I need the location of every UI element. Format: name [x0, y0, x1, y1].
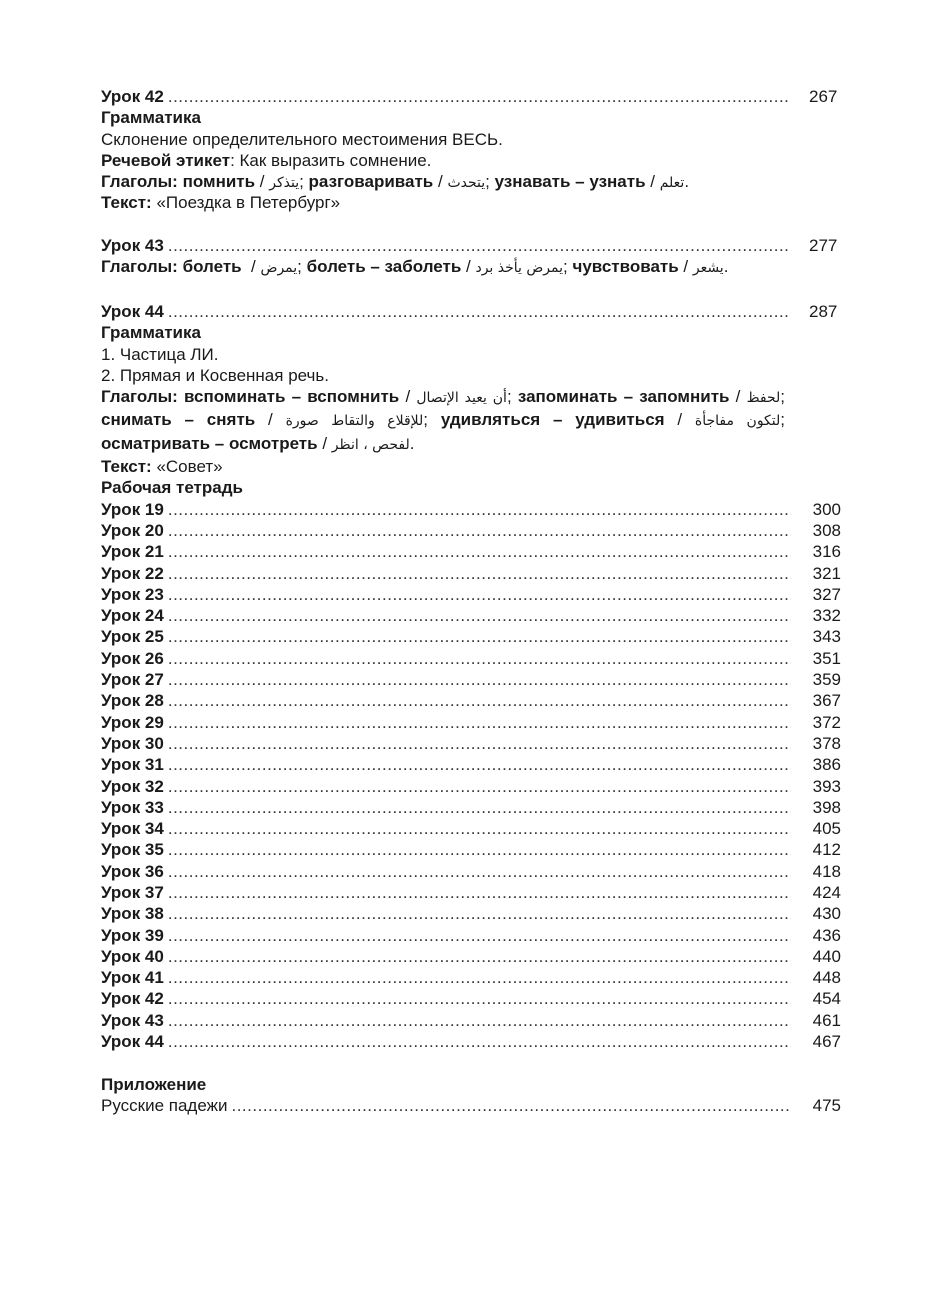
dot-leader — [168, 861, 791, 882]
toc-entry[interactable] — [101, 648, 841, 669]
dot-leader — [168, 669, 791, 690]
dot-leader — [168, 797, 791, 818]
toc-entry-label: Урок 32 — [101, 776, 164, 796]
toc-entry[interactable] — [101, 690, 841, 711]
toc-entry-page: 405 — [812, 819, 841, 839]
verb: осматривать – осмотреть — [101, 433, 318, 453]
dot-leader — [168, 988, 791, 1009]
dot-leader — [168, 605, 791, 626]
toc-entry-page: 454 — [812, 989, 841, 1009]
toc-entry[interactable] — [101, 882, 841, 903]
speech-etiquette-line — [101, 150, 841, 171]
grammar-heading: Грамматика — [101, 108, 201, 128]
toc-entry-label: Урок 26 — [101, 648, 164, 668]
toc-entry-label: Урок 20 — [101, 520, 164, 540]
arabic-translation: يشعر — [692, 260, 724, 277]
verbs-line: Глаголы: вспоминать – вспомнить / أن يعيد الإتصال; запоминать – запомнить / لحفظ; снимать – снять / للإقلاع والتقاط صورة; удивляться – удивиться / لتكون مفاجأة; осматривать – осмотреть / لفحص ، انظر. — [101, 387, 786, 453]
toc-entry-label: Урок 21 — [101, 542, 164, 562]
toc-entry-label: Урок 24 — [101, 606, 164, 626]
grammar-item: 1. Частица ЛИ. — [101, 344, 219, 364]
toc-entry-page: 359 — [812, 670, 841, 690]
workbook-heading: Рабочая тетрадь — [101, 478, 243, 498]
dot-leader — [168, 818, 791, 839]
toc-entry-page: 418 — [812, 861, 841, 881]
dot-leader — [168, 520, 791, 541]
toc-entry[interactable] — [101, 776, 841, 797]
dot-leader — [168, 235, 789, 256]
text-line — [101, 192, 841, 213]
toc-entry-page: 436 — [812, 925, 841, 945]
toc-entry[interactable] — [101, 1010, 841, 1031]
text-title: «Поездка в Петербург» — [156, 193, 341, 213]
toc-entry-page: 332 — [812, 606, 841, 626]
toc-entry[interactable] — [101, 903, 841, 924]
dot-leader — [168, 733, 791, 754]
toc-entry[interactable] — [101, 967, 841, 988]
verb: болеть – заболеть — [306, 257, 462, 277]
toc-entry-page: 398 — [812, 797, 841, 817]
toc-entry-page: 393 — [812, 776, 841, 796]
toc-entry-label: Урок 42 — [101, 87, 164, 106]
verbs-label: Глаголы: вспоминать – вспомнить — [101, 387, 400, 407]
verb: снимать – снять — [101, 410, 256, 430]
toc-entry-label: Урок 30 — [101, 733, 164, 753]
toc-entry[interactable] — [101, 754, 841, 775]
text-title: «Совет» — [156, 457, 223, 477]
toc-entry-page: 351 — [812, 648, 841, 668]
toc-entry-label: Урок 23 — [101, 584, 164, 604]
arabic-translation: يمرض يأخذ برد — [475, 260, 564, 277]
verb: чувствовать — [572, 257, 679, 277]
toc-entry-label: Урок 44 — [101, 301, 164, 321]
toc-entry-label: Урок 35 — [101, 840, 164, 860]
arabic-translation: للإقلاع والتقاط صورة — [285, 413, 424, 430]
toc-entry[interactable] — [101, 499, 841, 520]
toc-entry-lesson-42[interactable] — [101, 86, 841, 107]
toc-entry-lesson-43[interactable] — [101, 235, 841, 256]
toc-entry-label: Урок 27 — [101, 670, 164, 690]
grammar-heading: Грамматика — [101, 323, 201, 343]
toc-entry-label: Урок 41 — [101, 968, 164, 988]
toc-entry-label: Урок 38 — [101, 904, 164, 924]
dot-leader — [168, 776, 791, 797]
grammar-item: 2. Прямая и Косвенная речь. — [101, 365, 329, 385]
toc-entry-label: Урок 36 — [101, 861, 164, 881]
verb: удивляться – удивиться — [440, 410, 665, 430]
verbs-label: Глаголы: болеть — [101, 257, 242, 277]
arabic-translation: لتكون مفاجأة — [694, 413, 781, 430]
toc-entry[interactable] — [101, 733, 841, 754]
verbs-line: Глаголы: помнить / يتذكر; разговаривать / يتحدث; узнавать – узнать / تعلم. — [101, 172, 690, 192]
toc-entry-page: 440 — [812, 946, 841, 966]
etiquette-label: Речевой этикет — [101, 150, 231, 170]
dot-leader — [168, 584, 791, 605]
toc-entry-label: Урок 22 — [101, 563, 164, 583]
toc-entry[interactable] — [101, 839, 841, 860]
toc-entry-page: 367 — [812, 691, 841, 711]
dot-leader — [168, 301, 789, 322]
toc-entry-page: 343 — [812, 627, 841, 647]
toc-entry-page: 327 — [812, 584, 841, 604]
toc-entry-label: Урок 33 — [101, 797, 164, 817]
etiquette-text: : Как выразить сомнение. — [230, 150, 432, 170]
toc-entry[interactable] — [101, 988, 841, 1009]
arabic-translation: يتذكر — [269, 175, 300, 192]
toc-entry-lesson-44[interactable] — [101, 301, 841, 322]
dot-leader — [168, 946, 791, 967]
toc-entry-label: Урок 40 — [101, 946, 164, 966]
toc-entry[interactable] — [101, 712, 841, 733]
toc-entry-page: 300 — [812, 499, 841, 519]
toc-entry[interactable] — [101, 626, 841, 647]
toc-entry-label: Урок 39 — [101, 925, 164, 945]
table-of-contents — [101, 86, 841, 1116]
arabic-translation: تعلم — [659, 175, 685, 192]
arabic-translation: لفحص ، انظر — [331, 436, 410, 453]
toc-entry[interactable] — [101, 925, 841, 946]
toc-entry-page: 467 — [812, 1032, 841, 1052]
text-label: Текст: — [101, 457, 152, 477]
toc-entry-page: 430 — [812, 904, 841, 924]
dot-leader — [168, 541, 791, 562]
toc-entry[interactable] — [101, 946, 841, 967]
text-line — [101, 456, 841, 477]
verb: разговаривать — [308, 172, 434, 192]
toc-entry-page: 378 — [812, 733, 841, 753]
toc-entry-label: Урок 42 — [101, 989, 164, 1009]
toc-entry-label: Урок 19 — [101, 499, 164, 519]
toc-entry[interactable] — [101, 669, 841, 690]
toc-entry-label: Урок 43 — [101, 236, 164, 256]
toc-entry-page: 308 — [812, 520, 841, 540]
dot-leader — [168, 1010, 791, 1031]
appendix-heading: Приложение — [101, 1074, 207, 1094]
toc-entry-page: 461 — [812, 1010, 841, 1030]
workbook-list — [101, 499, 841, 1053]
toc-entry-page: 321 — [812, 563, 841, 583]
dot-leader — [168, 563, 791, 584]
verbs-label: Глаголы: помнить — [101, 172, 256, 192]
toc-entry[interactable] — [101, 584, 841, 605]
arabic-translation: أن يعيد الإتصال — [416, 390, 507, 407]
toc-entry-label: Русские падежи — [101, 1095, 228, 1115]
grammar-text: Склонение определительного местоимения ВЕСЬ. — [101, 129, 503, 149]
toc-entry-label: Урок 44 — [101, 1032, 164, 1052]
dot-leader — [168, 754, 791, 775]
toc-entry-page: 277 — [809, 236, 838, 256]
toc-entry-label: Урок 31 — [101, 755, 164, 775]
toc-entry-page: 412 — [812, 840, 841, 860]
toc-entry-page: 372 — [812, 712, 841, 732]
toc-entry[interactable] — [101, 563, 841, 584]
dot-leader — [168, 967, 791, 988]
toc-entry[interactable] — [101, 605, 841, 626]
dot-leader — [168, 690, 791, 711]
dot-leader — [231, 1095, 791, 1116]
toc-entry-page: 287 — [809, 301, 838, 321]
dot-leader — [168, 499, 791, 520]
toc-entry-label: Урок 34 — [101, 819, 164, 839]
dot-leader — [168, 839, 791, 860]
verb: узнавать – узнать — [494, 172, 646, 192]
toc-entry-label: Урок 28 — [101, 691, 164, 711]
toc-entry[interactable] — [101, 541, 841, 562]
toc-entry-label: Урок 37 — [101, 882, 164, 902]
toc-entry[interactable] — [101, 797, 841, 818]
arabic-translation: يتحدث — [447, 175, 486, 192]
text-label: Текст: — [101, 193, 152, 213]
toc-entry-page: 424 — [812, 882, 841, 902]
toc-entry-page: 475 — [812, 1095, 841, 1115]
verbs-line: Глаголы: болеть / يمرض; болеть – заболеть / يمرض يأخذ برد; чувствовать / يشعر. — [101, 257, 729, 277]
toc-entry-page: 386 — [812, 755, 841, 775]
dot-leader — [168, 882, 791, 903]
toc-entry-appendix[interactable] — [101, 1095, 841, 1116]
dot-leader — [168, 626, 791, 647]
toc-entry-page: 316 — [812, 542, 841, 562]
dot-leader — [168, 903, 791, 924]
toc-entry[interactable] — [101, 520, 841, 541]
dot-leader — [168, 648, 791, 669]
toc-entry-page: 448 — [812, 968, 841, 988]
toc-entry[interactable] — [101, 1031, 841, 1052]
arabic-translation: يمرض — [260, 260, 298, 277]
dot-leader — [168, 1031, 791, 1052]
toc-entry[interactable] — [101, 861, 841, 882]
toc-entry-label: Урок 43 — [101, 1010, 164, 1030]
toc-entry[interactable] — [101, 818, 841, 839]
verb: запоминать – запомнить — [517, 387, 730, 407]
toc-entry-page: 267 — [809, 87, 838, 106]
toc-entry-label: Урок 25 — [101, 627, 164, 647]
arabic-translation: لحفظ — [746, 390, 781, 407]
toc-entry-label: Урок 29 — [101, 712, 164, 732]
dot-leader — [168, 86, 789, 107]
dot-leader — [168, 925, 791, 946]
dot-leader — [168, 712, 791, 733]
